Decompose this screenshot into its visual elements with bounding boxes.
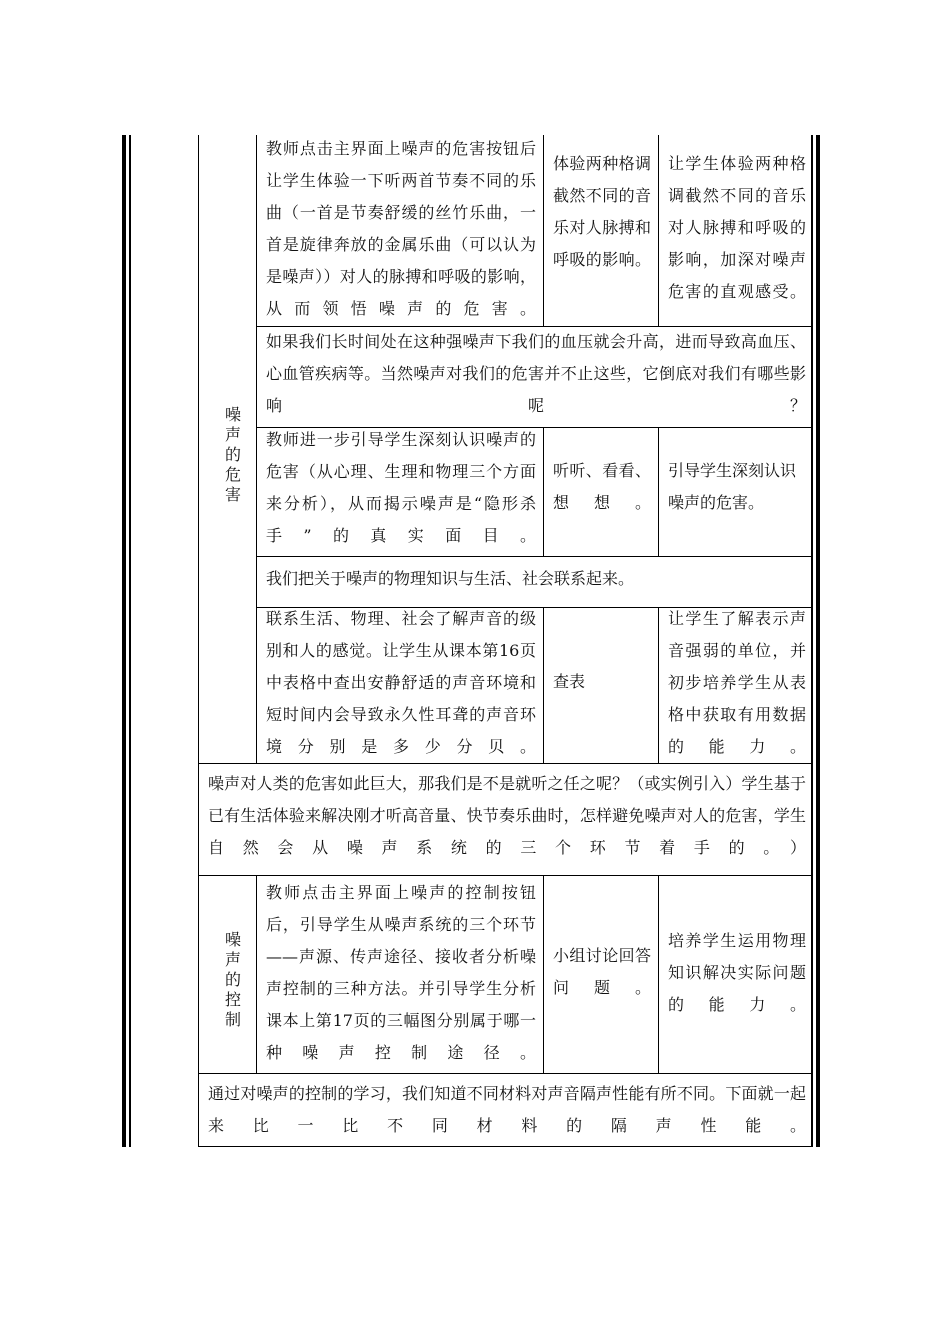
grid-line — [198, 135, 199, 1147]
grid-line — [658, 135, 659, 326]
design-intent-cell: 让学生了解表示声音强弱的单位，并初步培养学生从表格中获取有用数据的能力。 — [668, 609, 806, 756]
teacher-activity-cell: 教师进一步引导学生深刻认识噪声的危害（从心理、生理和物理三个方面来分析），从而揭示噪声是“隐形杀手”的真实面目。 — [266, 430, 536, 545]
grid-line — [256, 875, 257, 1073]
grid-line — [198, 763, 811, 764]
teacher-activity-cell: 教师点击主界面上噪声的危害按钮后让学生体验一下听两首节奏不同的乐曲（一首是节奏舒缓的丝竹乐曲，一首是旋律奔放的金属乐曲（可以认为是噪声））对人的脉搏和呼吸的影响，从而领悟噪声的危害。 — [266, 139, 536, 318]
grid-line — [256, 135, 257, 763]
transition-text: 我们把关于噪声的物理知识与生活、社会联系起来。 — [266, 569, 635, 588]
student-activity-cell: 听听、看看、想想。 — [553, 461, 651, 512]
design-intent-cell: 引导学生深刻认识噪声的危害。 — [668, 461, 797, 512]
transition-text: 通过对噪声的控制的学习，我们知道不同材料对声音隔声性能有所不同。下面就一起来比一比不同材料的隔声性能。 — [208, 1084, 806, 1135]
grid-line — [198, 875, 811, 876]
grid-line — [198, 1073, 811, 1074]
student-activity-cell: 小组讨论回答问题。 — [553, 946, 651, 997]
design-intent-cell: 让学生体验两种格调截然不同的音乐对人脉搏和呼吸的影响，加深对噪声危害的直观感受。 — [668, 154, 806, 301]
grid-line — [658, 427, 659, 556]
student-activity-cell: 体验两种格调截然不同的音乐对人脉搏和呼吸的影响。 — [553, 154, 651, 269]
transition-text: 噪声对人类的危害如此巨大，那我们是不是就听之任之呢？（或实例引入）学生基于已有生活体验来解决刚才听高音量、快节奏乐曲时，怎样避免噪声对人的危害，学生自然会从噪声系统的三个环节着手的。） — [208, 774, 806, 857]
grid-line — [658, 875, 659, 1073]
left-border-thick — [122, 135, 126, 1147]
grid-line — [543, 135, 544, 326]
teacher-activity-cell: 联系生活、物理、社会了解声音的级别和人的感觉。让学生从课本第16页中表格中查出安静舒适的声音环境和短时间内会导致永久性耳聋的声音环境分别是多少分贝。 — [266, 609, 536, 756]
grid-line — [198, 1146, 811, 1147]
section-label-control: 噪声的控制 — [224, 930, 241, 1029]
transition-text: 如果我们长时间处在这种强噪声下我们的血压就会升高，进而导致高血压、心血管疾病等。当然噪声对我们的危害并不止这些，它倒底对我们有哪些影响呢？ — [266, 332, 806, 415]
teacher-activity-cell: 教师点击主界面上噪声的控制按钮后，引导学生从噪声系统的三个环节——声源、传声途径、接收者分析噪声控制的三种方法。并引导学生分析课本上第17页的三幅图分别属于哪一种噪声控制途径。 — [266, 883, 536, 1062]
section-label-harm: 噪声的危害 — [224, 405, 241, 504]
right-border-thin — [811, 135, 813, 1147]
grid-line — [658, 607, 659, 763]
grid-line — [543, 875, 544, 1073]
right-border-thick — [816, 135, 820, 1147]
grid-line — [543, 427, 544, 556]
left-border-thin — [129, 135, 131, 1147]
grid-line — [256, 556, 811, 557]
design-intent-cell: 培养学生运用物理知识解决实际问题的能力。 — [668, 931, 806, 1014]
student-activity-cell: 查表 — [553, 672, 586, 691]
grid-line — [543, 607, 544, 763]
